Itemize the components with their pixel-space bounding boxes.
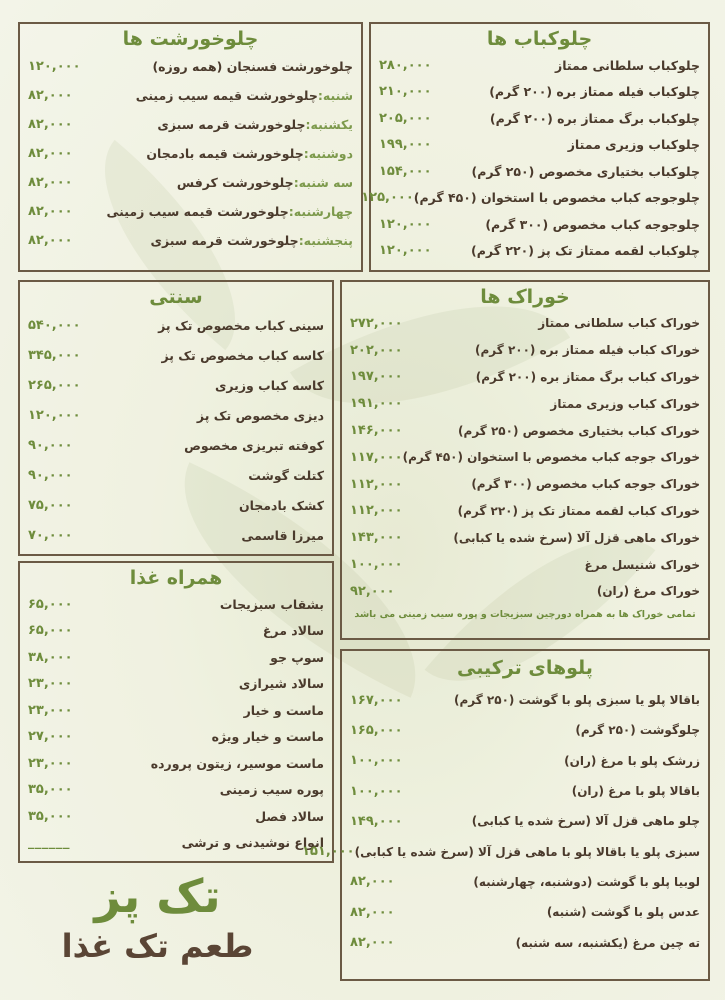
item-name [158, 318, 324, 333]
item-price: ۸۲,۰۰۰ [28, 117, 73, 132]
item-label: چلوگوشت (۲۵۰ گرم) [575, 723, 700, 738]
brand-slogan: طعم تک غذا [61, 927, 254, 965]
item-label: ماست و خیار [243, 702, 324, 718]
item-label: بشقاب سبزیجات [219, 596, 324, 612]
item-price: ۱۵۴,۰۰۰ [379, 163, 432, 179]
menu-item [20, 591, 332, 618]
item-price: ______ [28, 835, 70, 851]
brand-name: تک پز [94, 869, 221, 923]
item-label: سوپ جو [270, 649, 324, 665]
item-label: چلوکباب برگ ممتاز بره (۲۰۰ گرم) [489, 110, 700, 126]
item-price: ۹۰,۰۰۰ [28, 467, 73, 483]
item-label: چلوکباب سلطانی ممتاز [555, 57, 700, 73]
item-label: کشک بادمجان [238, 497, 324, 513]
item-name [538, 316, 700, 330]
item-price: ۱۹۹,۰۰۰ [379, 137, 432, 153]
item-label: خوراک کباب سلطانی ممتاز [538, 316, 700, 331]
item-name [485, 217, 700, 232]
item-price: ۱۲۰,۰۰۰ [28, 59, 81, 74]
menu-item [342, 444, 708, 471]
item-label: ماست و خیار ویژه [211, 729, 324, 745]
menu-item [342, 417, 708, 444]
menu-item [342, 524, 708, 551]
item-name [568, 137, 700, 152]
item-name [157, 117, 353, 132]
item-label: ماست موسیر، زیتون پرورده [150, 755, 324, 771]
item-price: ۱۲۰,۰۰۰ [379, 243, 432, 259]
item-label: باقالا پلو با مرغ (ران) [571, 784, 700, 799]
item-label: چلو ماهی قزل آلا (سرخ شده یا کبابی) [471, 814, 700, 829]
item-label: چلوجوجه کباب مخصوص (۳۰۰ گرم) [485, 216, 700, 232]
item-label: سبزی پلو یا باقالا پلو با ماهی قزل آلا (سرخ شده یا کبابی) [354, 844, 700, 859]
item-label: لوبیا پلو با گوشت (دوشنبه، چهارشنبه) [473, 874, 700, 889]
item-day: سه شنبه: [293, 175, 353, 190]
item-name [241, 528, 324, 543]
item-name [476, 370, 700, 384]
item-label: چلوخورشت قیمه سیب زمینی [106, 204, 289, 219]
menu-item [342, 310, 708, 337]
item-name [472, 814, 700, 828]
item-label: خوراک مرغ (ران) [596, 584, 700, 599]
item-name [239, 498, 324, 513]
item-price: ۱۲۵,۰۰۰ [361, 190, 414, 206]
section-title: چلوکباب ها [486, 28, 593, 50]
item-price: ۱۱۲,۰۰۰ [350, 476, 403, 492]
menu-item [371, 238, 708, 265]
item-price: ۲۳,۰۰۰ [28, 755, 73, 771]
item-label: انواع نوشیدنی و ترشی [181, 835, 324, 851]
item-price: ۲۶۵,۰۰۰ [28, 377, 81, 393]
item-label: عدس پلو با گوشت (شنبه) [546, 905, 700, 920]
item-name [107, 204, 353, 219]
menu-item [371, 52, 708, 79]
menu-item [342, 337, 708, 364]
item-name [270, 650, 324, 665]
section-sonnati [18, 280, 334, 556]
item-price: ۲۳,۰۰۰ [28, 676, 73, 692]
item-name [454, 693, 700, 707]
item-name [152, 59, 353, 74]
item-name [597, 584, 700, 598]
item-price: ۸۲,۰۰۰ [28, 175, 73, 190]
item-name [403, 450, 700, 464]
item-label: چلوخورشت قیمه بادمجان [146, 146, 304, 161]
menu-item [302, 836, 708, 866]
menu-item [371, 158, 708, 185]
menu-item [20, 803, 332, 830]
menu-item [20, 618, 332, 645]
item-name [555, 58, 700, 73]
item-label: چلوکباب وزیری ممتاز [567, 137, 700, 153]
item-label: خوراک کباب برگ ممتاز بره (۲۰۰ گرم) [475, 369, 700, 384]
menu-item [20, 644, 332, 671]
menu-item [342, 471, 708, 498]
menu-item [20, 226, 361, 255]
menu-item [20, 81, 361, 110]
item-price: ۲۱۰,۰۰۰ [379, 84, 432, 100]
item-price: ۸۲,۰۰۰ [28, 146, 73, 161]
menu-item [371, 105, 708, 132]
item-price: ۲۷,۰۰۰ [28, 729, 73, 745]
item-label: چلوخورشت قرمه سبزی [150, 233, 299, 248]
menu-item [20, 139, 361, 168]
item-name [255, 809, 324, 824]
section-title: سنتی [149, 286, 203, 308]
item-label: خوراک جوجه کباب مخصوص با استخوان (۴۵۰ گرم) [402, 450, 700, 465]
item-name [458, 424, 700, 438]
item-label: کوفته تبریزی مخصوص [184, 437, 324, 453]
menu-item [342, 927, 708, 957]
item-name [585, 558, 700, 572]
item-price: ۱۱۲,۰۰۰ [350, 503, 403, 519]
menu-item [342, 498, 708, 525]
item-label: چلوخورشت کرفس [176, 175, 294, 190]
section-title: خوراک ها [480, 286, 570, 308]
menu-item [20, 370, 332, 400]
khorak-note: تمامی خوراک ها به همراه دورچین سبزیجات و پوره سیب زمینی می باشد [354, 608, 696, 620]
menu-item [20, 724, 332, 751]
section-chelo-kabab [361, 22, 710, 272]
item-label: باقالا پلو یا سبزی پلو با گوشت (۲۵۰ گرم) [454, 693, 700, 708]
item-price: ۱۴۳,۰۰۰ [350, 530, 403, 546]
item-name [489, 84, 700, 99]
item-label: سینی کباب مخصوص تک پز [158, 317, 324, 333]
item-name [177, 175, 353, 190]
menu-item [20, 520, 332, 550]
item-name [184, 438, 324, 453]
menu-item [342, 685, 708, 715]
item-name [244, 703, 324, 718]
item-label: دیزی مخصوص تک پز [196, 407, 324, 423]
item-price: ۳۸,۰۰۰ [28, 649, 73, 665]
item-name [458, 504, 700, 518]
item-name [490, 111, 700, 126]
menu-item [342, 715, 708, 745]
item-label: چلوکباب بختیاری مخصوص (۲۵۰ گرم) [471, 163, 700, 179]
menu-item [342, 551, 708, 578]
menu-item [371, 211, 708, 238]
menu-item [20, 430, 332, 460]
item-price: ۱۰۰,۰۰۰ [350, 783, 403, 799]
item-name [550, 397, 700, 411]
item-price: ۹۰,۰۰۰ [28, 437, 73, 453]
item-price: ۱۹۱,۰۰۰ [350, 396, 403, 412]
item-name [239, 676, 324, 691]
menu-item [20, 310, 332, 340]
item-label: چلوکباب لقمه ممتاز تک پز (۲۲۰ گرم) [471, 243, 700, 259]
item-label: زرشک پلو با مرغ (ران) [564, 753, 700, 768]
section-title: پلوهای ترکیبی [457, 657, 593, 679]
item-price: ۱۶۷,۰۰۰ [350, 692, 403, 708]
item-price: ۵۴۰,۰۰۰ [28, 317, 81, 333]
menu-item [20, 750, 332, 777]
menu-item [371, 79, 708, 106]
item-price: ۱۵۱,۰۰۰ [302, 844, 355, 860]
item-price: ۱۴۹,۰۰۰ [350, 813, 403, 829]
item-price: ۲۳,۰۰۰ [28, 702, 73, 718]
item-price: ۸۲,۰۰۰ [28, 204, 73, 219]
menu-item [342, 390, 708, 417]
item-name [215, 378, 324, 393]
item-price: ۶۵,۰۰۰ [28, 623, 73, 639]
item-price: ۳۵,۰۰۰ [28, 808, 73, 824]
item-price: ۷۵,۰۰۰ [28, 497, 73, 513]
menu-item [342, 867, 708, 897]
item-label: چلوخورشت قیمه سیب زمینی [135, 88, 318, 103]
item-label: خوراک کباب بختیاری مخصوص (۲۵۰ گرم) [458, 423, 700, 438]
item-name [197, 408, 324, 423]
item-name [220, 597, 324, 612]
section-title: همراه غذا [129, 567, 223, 589]
menu-item [20, 197, 361, 226]
menu-item [20, 830, 332, 857]
item-price: ۲۷۲,۰۰۰ [350, 315, 403, 331]
menu-item [20, 460, 332, 490]
menu-item [20, 340, 332, 370]
item-label: خوراک کباب وزیری ممتاز [550, 396, 700, 411]
item-label: سالاد مرغ [262, 623, 324, 639]
item-price: ۳۴۵,۰۰۰ [28, 347, 81, 363]
menu-item [20, 110, 361, 139]
item-name [475, 343, 700, 357]
item-label: چلوخورشت فسنجان (همه روزه) [152, 59, 353, 74]
menu-item [342, 806, 708, 836]
menu-item [20, 697, 332, 724]
item-price: ۱۲۰,۰۰۰ [28, 407, 81, 423]
item-price: ۲۸۰,۰۰۰ [379, 57, 432, 73]
item-price: ۸۲,۰۰۰ [350, 935, 395, 951]
item-price: ۱۹۷,۰۰۰ [350, 369, 403, 385]
item-price: ۱۲۰,۰۰۰ [379, 216, 432, 232]
item-label: پوره سیب زمینی [219, 782, 324, 798]
item-name [471, 477, 700, 491]
item-label: خوراک کباب فیله ممتاز بره (۲۰۰ گرم) [475, 343, 700, 358]
item-label: خوراک شنیسل مرغ [584, 557, 700, 572]
item-name [220, 782, 324, 797]
item-price: ۱۰۰,۰۰۰ [350, 557, 403, 573]
item-name [151, 756, 324, 771]
item-label: چلوکباب فیله ممتاز بره (۲۰۰ گرم) [489, 84, 700, 100]
item-label: کتلت گوشت [248, 467, 324, 483]
item-name [263, 623, 324, 638]
section-chelo-khoresh [18, 22, 363, 272]
item-name [516, 936, 700, 950]
item-price: ۲۰۲,۰۰۰ [350, 342, 403, 358]
item-label: خوراک جوجه کباب مخصوص (۳۰۰ گرم) [471, 477, 700, 492]
menu-item [342, 776, 708, 806]
section-title: چلوخورشت ها [122, 28, 259, 50]
item-day: دوشنبه: [303, 146, 353, 161]
item-name [414, 190, 700, 205]
menu-item [342, 578, 708, 605]
menu-item [342, 364, 708, 391]
item-label: ته چین مرغ (یکشنبه، سه شنبه) [515, 935, 700, 950]
item-name [472, 164, 701, 179]
menu-item [20, 168, 361, 197]
item-name [161, 348, 324, 363]
item-name [575, 723, 700, 737]
item-price: ۳۵,۰۰۰ [28, 782, 73, 798]
item-price: ۹۲,۰۰۰ [350, 583, 395, 599]
item-name [473, 875, 700, 889]
item-name [572, 784, 700, 798]
item-day: شنبه: [317, 88, 353, 103]
item-label: کاسه کباب مخصوص تک پز [161, 347, 324, 363]
item-name [547, 905, 700, 919]
item-label: چلوجوجه کباب مخصوص با استخوان (۴۵۰ گرم) [413, 190, 700, 206]
item-day: یکشنبه: [305, 117, 353, 132]
item-label: چلوخورشت قرمه سبزی [157, 117, 306, 132]
item-price: ۱۴۶,۰۰۰ [350, 423, 403, 439]
item-day: چهارشنبه: [288, 204, 353, 219]
menu-item [342, 746, 708, 776]
item-price: ۱۶۵,۰۰۰ [350, 722, 403, 738]
menu-item [20, 52, 361, 81]
menu-item [20, 490, 332, 520]
item-price: ۷۰,۰۰۰ [28, 527, 73, 543]
item-name [146, 146, 353, 161]
item-label: کاسه کباب وزیری [214, 377, 324, 393]
item-label: سالاد فصل [255, 808, 324, 824]
item-name [453, 531, 700, 545]
menu-item [20, 671, 332, 698]
item-label: خوراک ماهی قزل آلا (سرخ شده یا کبابی) [453, 530, 700, 545]
item-name [248, 468, 324, 483]
menu-item [20, 400, 332, 430]
item-label: سالاد شیرازی [238, 676, 324, 692]
item-name [212, 729, 324, 744]
section-hamrah [18, 561, 334, 863]
brand-logo [30, 868, 285, 968]
item-name [151, 233, 353, 248]
menu-item [361, 185, 708, 212]
item-price: ۸۲,۰۰۰ [350, 874, 395, 890]
item-price: ۸۲,۰۰۰ [350, 904, 395, 920]
item-name [355, 845, 700, 859]
item-price: ۱۱۷,۰۰۰ [350, 449, 403, 465]
menu-item [342, 897, 708, 927]
menu-item [20, 777, 332, 804]
section-polo [302, 649, 710, 981]
item-label: میرزا قاسمی [241, 527, 324, 543]
item-price: ۸۲,۰۰۰ [28, 88, 73, 103]
item-day: پنجشنبه: [298, 233, 353, 248]
menu-item [371, 132, 708, 159]
item-name [471, 243, 700, 258]
item-name [136, 88, 353, 103]
item-name [564, 754, 700, 768]
item-label: خوراک کباب لقمه ممتاز تک پز (۲۲۰ گرم) [457, 503, 700, 518]
item-price: ۱۰۰,۰۰۰ [350, 753, 403, 769]
item-price: ۲۰۵,۰۰۰ [379, 110, 432, 126]
item-price: ۸۲,۰۰۰ [28, 233, 73, 248]
section-khorak [340, 280, 710, 640]
item-price: ۶۵,۰۰۰ [28, 596, 73, 612]
